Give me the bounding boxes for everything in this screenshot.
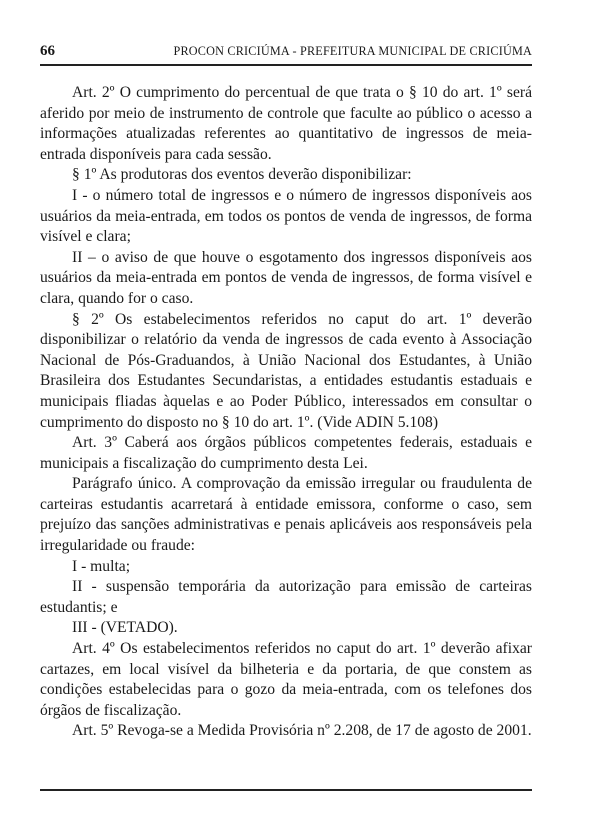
article-2-item-2: II – o aviso de que houve o esgotamento dos ingressos disponíveis aos usuários da meia-entrada em pontos de venda de ingressos, de forma visível e clara, quando for o caso. bbox=[40, 248, 532, 307]
running-head: PROCON CRICIÚMA - PREFEITURA MUNICIPAL DE CRICIÚMA bbox=[173, 44, 532, 58]
header-rule bbox=[40, 64, 532, 66]
page-header bbox=[40, 40, 532, 62]
article-3-item-1: I - multa; bbox=[72, 557, 131, 575]
article-2-item-1: I - o número total de ingressos e o número de ingressos disponíveis aos usuários da meia-entrada, em todos os pontos de venda de ingressos, de forma visível e clara; bbox=[40, 186, 532, 246]
article-4-paragraph: Art. 4º Os estabelecimentos referidos no caput do art. 1º deverão afixar cartazes, em local visível da bilheteria e da portaria, de que constem as condições estabelecidas para o gozo da meia-entrada, com os telefones dos órgãos de fiscalização. bbox=[40, 640, 532, 719]
page-number: 66 bbox=[40, 43, 55, 59]
footer-rule bbox=[40, 789, 532, 791]
article-3-paragraph: Art. 3º Caberá aos órgãos públicos competentes federais, estaduais e municipais a fiscalização do cumprimento desta Lei. bbox=[40, 434, 532, 472]
article-3-item-3: III - (VETADO). bbox=[72, 619, 178, 637]
article-3-sole-paragraph: Parágrafo único. A comprovação da emissão irregular ou fraudulenta de carteiras estudantis acarretará à entidade emissora, conforme o caso, sem prejuízo das sanções administrativas e penais aplicáveis aos responsáveis pela irregularidade ou fraude: bbox=[40, 475, 532, 555]
article-3-item-2: II - suspensão temporária da autorização para emissão de carteiras estudantis; e bbox=[40, 578, 532, 616]
article-2-paragraph: Art. 2º O cumprimento do percentual de que trata o § 10 do art. 1º será aferido por meio de instrumento de controle que faculte ao público o acesso a informações atualizadas referentes ao quantitativo de ingressos de meia-entrada disponíveis para cada sessão. bbox=[40, 84, 532, 163]
document-body bbox=[40, 83, 532, 742]
article-2-section-1: § 1º As produtoras dos eventos deverão disponibilizar: bbox=[72, 166, 412, 184]
article-5-paragraph: Art. 5º Revoga-se a Medida Provisória nº 2.208, de 17 de agosto de 2001. bbox=[72, 722, 532, 740]
article-2-section-2: § 2º Os estabelecimentos referidos no caput do art. 1º deverão disponibilizar o relatório da venda de ingressos de cada evento à Associação Nacional de Pós-Graduandos, à União Nacional dos Estudantes, à União Brasileira dos Estudantes Secundaristas, a entidades estudantis estaduais e municipais fliadas àquelas e ao Poder Público, interessados em consultar o cumprimento do disposto no § 10 do art. 1º. (Vide ADIN 5.108) bbox=[40, 310, 532, 431]
